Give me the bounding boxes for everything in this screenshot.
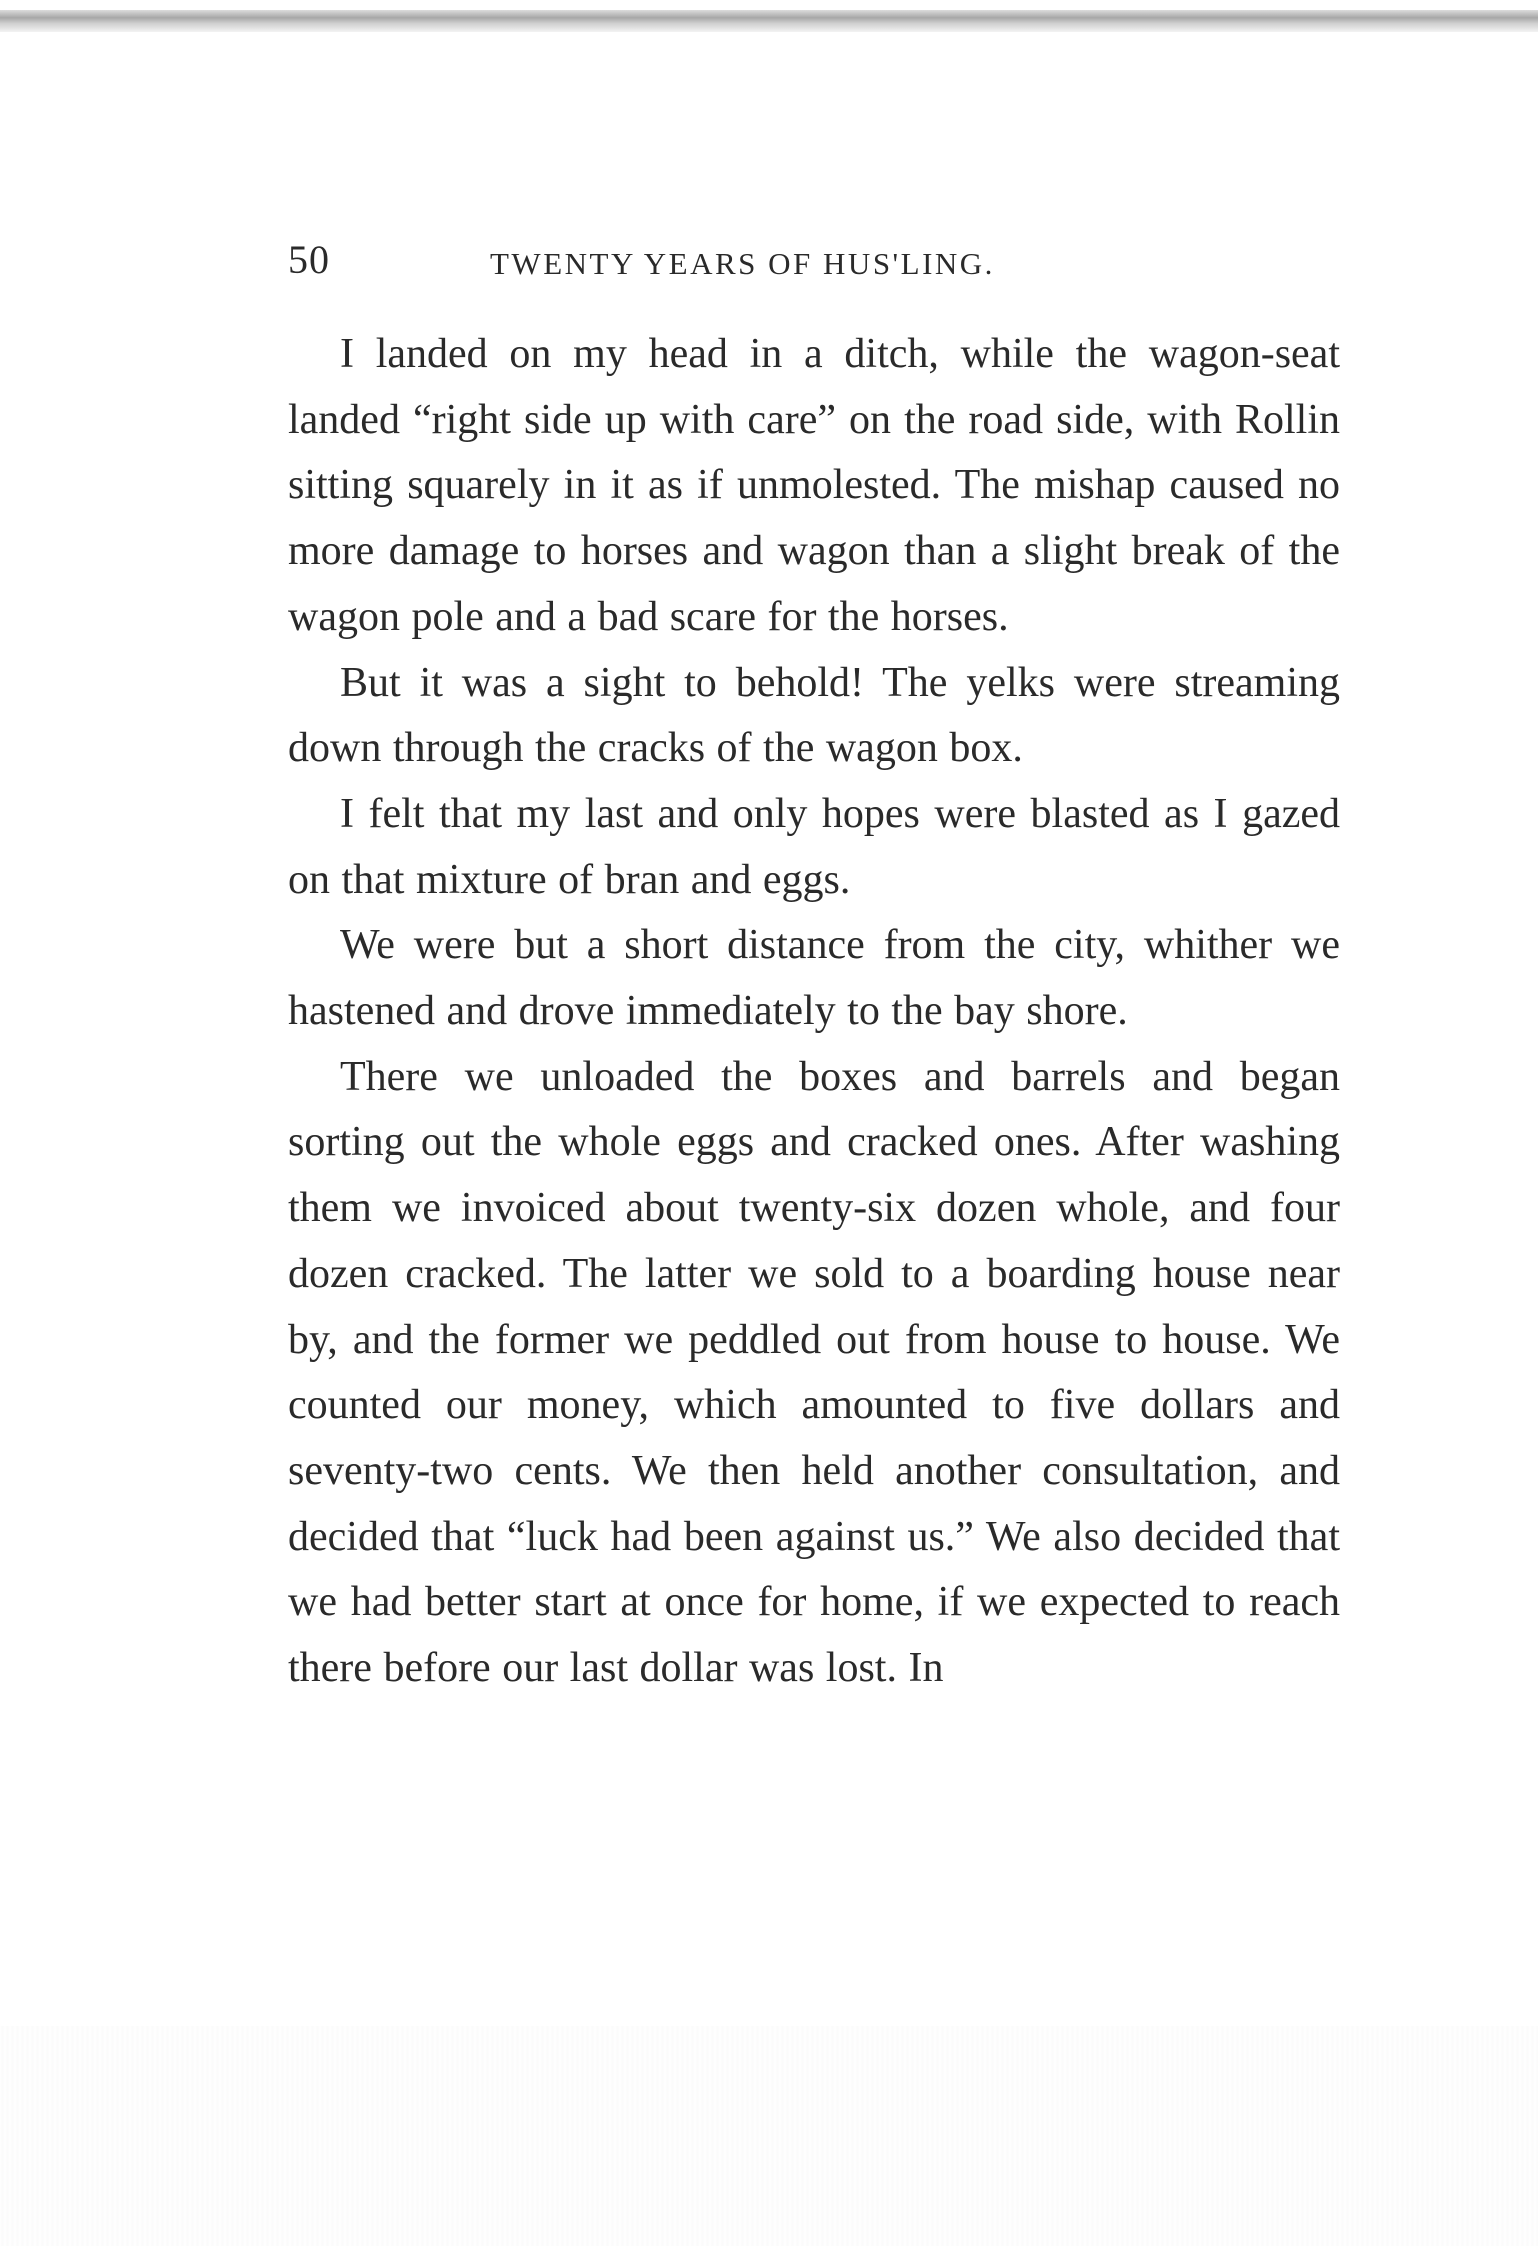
body-text xyxy=(288,322,1340,1702)
paragraph-1: I landed on my head in a ditch, while the wagon-seat landed “right side up with care” on the road side, with Rollin sitting squarely in it as if unmolested. The mishap caused no more damage to horses and wagon than a slight break of the wagon pole and a bad scare for the horses. xyxy=(288,331,1340,640)
running-head xyxy=(288,228,1340,298)
scan-texture xyxy=(0,2026,1538,2246)
page-number: 50 xyxy=(288,237,330,282)
paragraph-5: There we unloaded the boxes and barrels and began sorting out the whole eggs and cracked ones. After washing them we invoiced about twenty-six dozen whole, and four dozen cracked. The latter we sold to a boarding house near by, and the former we peddled out from house to house. We counted our money, which amounted to five dollars and seventy-two cents. We then held another consultation, and decided that “luck had been against us.” We also decided that we had better start at once for home, if we expected to reach there before our last dollar was lost. In xyxy=(288,1053,1340,1692)
scan-edge-shadow xyxy=(0,10,1538,32)
paragraph-2: But it was a sight to behold! The yelks were streaming down through the cracks of the wagon box. xyxy=(288,659,1340,772)
paragraph-4: We were but a short distance from the city, whither we hastened and drove immediately to the bay shore. xyxy=(288,922,1340,1035)
book-page xyxy=(288,228,1340,1692)
running-title: TWENTY YEARS OF HUS'LING. xyxy=(490,246,995,281)
paragraph-3: I felt that my last and only hopes were blasted as I gazed on that mixture of bran and eggs. xyxy=(288,790,1340,903)
